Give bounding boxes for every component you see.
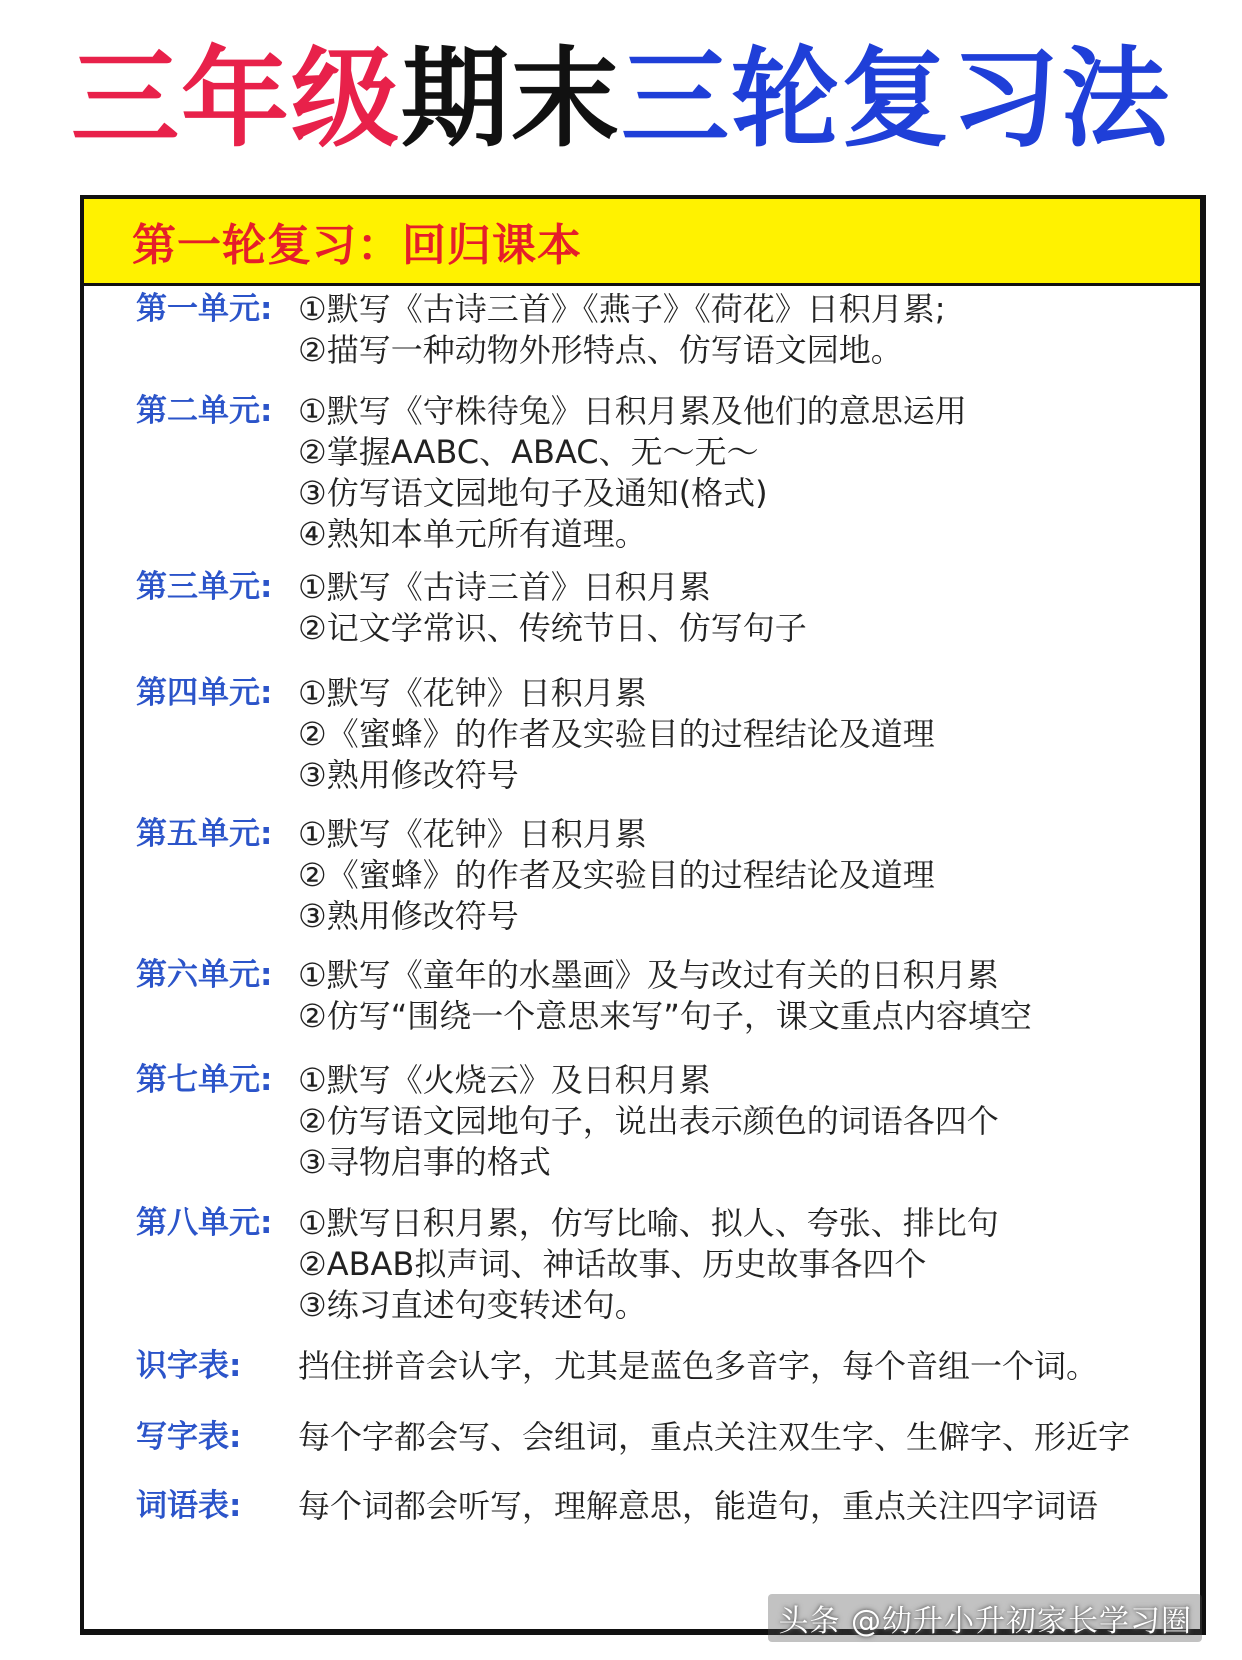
unit-items [298, 567, 807, 649]
unit-label: 写字表: [136, 1419, 242, 1455]
unit-7 [136, 1060, 999, 1183]
unit-item: ③熟用修改符号 [298, 897, 519, 935]
unit-item: 挡住拼音会认字，尤其是蓝色多音字，每个音组一个词。 [298, 1347, 1099, 1385]
unit-label: 第五单元: [136, 816, 273, 852]
unit-label: 第三单元: [136, 569, 273, 605]
unit-items [298, 955, 1032, 1037]
unit-item: 每个字都会写、会组词，重点关注双生字、生僻字、形近字 [298, 1418, 1131, 1456]
vocabulary-table [136, 1486, 1098, 1527]
unit-label: 第七单元: [136, 1062, 273, 1098]
unit-items [298, 289, 945, 371]
unit-label: 第二单元: [136, 393, 273, 429]
unit-6 [136, 955, 1032, 1037]
unit-item: ③寻物启事的格式 [298, 1143, 551, 1181]
unit-items [298, 1203, 999, 1326]
literacy-table [136, 1346, 1098, 1387]
title-part-1: 三年级 [70, 37, 401, 162]
unit-item: ③熟用修改符号 [298, 756, 519, 794]
unit-items [298, 391, 967, 555]
unit-item: ①默写《古诗三首》日积月累 [298, 568, 711, 606]
unit-item: ①默写《火烧云》及日积月累 [298, 1061, 711, 1099]
unit-item: ①默写日积月累，仿写比喻、拟人、夸张、排比句 [298, 1204, 999, 1242]
unit-item: ③练习直述句变转述句。 [298, 1286, 647, 1324]
unit-item: ③仿写语文园地句子及通知(格式) [298, 474, 768, 512]
unit-item: ②仿写“围绕一个意思来写”句子，课文重点内容填空 [298, 997, 1032, 1035]
unit-item: ②记文学常识、传统节日、仿写句子 [298, 609, 807, 647]
unit-label: 第四单元: [136, 675, 273, 711]
unit-label: 词语表: [136, 1488, 242, 1524]
unit-item: ②《蜜蜂》的作者及实验目的过程结论及道理 [298, 856, 935, 894]
writing-table [136, 1417, 1130, 1458]
unit-item: ①默写《古诗三首》《燕子》《荷花》日积月累; [298, 290, 946, 328]
unit-5 [136, 814, 935, 937]
section-header: 第一轮复习：回归课本 [84, 199, 1200, 286]
unit-item: ①默写《守株待兔》日积月累及他们的意思运用 [298, 392, 967, 430]
page-title [0, 37, 1242, 162]
unit-item: ①默写《童年的水墨画》及与改过有关的日积月累 [298, 956, 999, 994]
unit-1 [136, 289, 945, 371]
unit-items [298, 814, 935, 937]
unit-item: ②《蜜蜂》的作者及实验目的过程结论及道理 [298, 715, 935, 753]
unit-2 [136, 391, 967, 555]
unit-label: 第一单元: [136, 291, 273, 327]
title-part-3: 三轮复习法 [621, 37, 1172, 162]
title-part-2: 期末 [400, 37, 621, 162]
unit-item: ②ABAB拟声词、神话故事、历史故事各四个 [298, 1245, 927, 1283]
unit-8 [136, 1203, 999, 1326]
watermark: 头条 @幼升小升初家长学习圈 [768, 1594, 1202, 1642]
unit-items [298, 673, 935, 796]
review-card [80, 195, 1206, 1635]
unit-label: 识字表: [136, 1348, 242, 1384]
unit-4 [136, 673, 935, 796]
unit-item: ②掌握AABC、ABAC、无～无～ [298, 433, 759, 471]
unit-label: 第六单元: [136, 957, 273, 993]
unit-item: ④熟知本单元所有道理。 [298, 515, 647, 553]
unit-items [298, 1417, 1130, 1458]
unit-item: ②仿写语文园地句子，说出表示颜色的词语各四个 [298, 1102, 999, 1140]
unit-items [298, 1060, 999, 1183]
unit-item: ①默写《花钟》日积月累 [298, 815, 647, 853]
unit-item: ②描写一种动物外形特点、仿写语文园地。 [298, 331, 903, 369]
unit-item: 每个词都会听写，理解意思，能造句，重点关注四字词语 [298, 1487, 1099, 1525]
unit-label: 第八单元: [136, 1205, 273, 1241]
unit-3 [136, 567, 807, 649]
unit-item: ①默写《花钟》日积月累 [298, 674, 647, 712]
unit-items [298, 1346, 1098, 1387]
unit-items [298, 1486, 1098, 1527]
